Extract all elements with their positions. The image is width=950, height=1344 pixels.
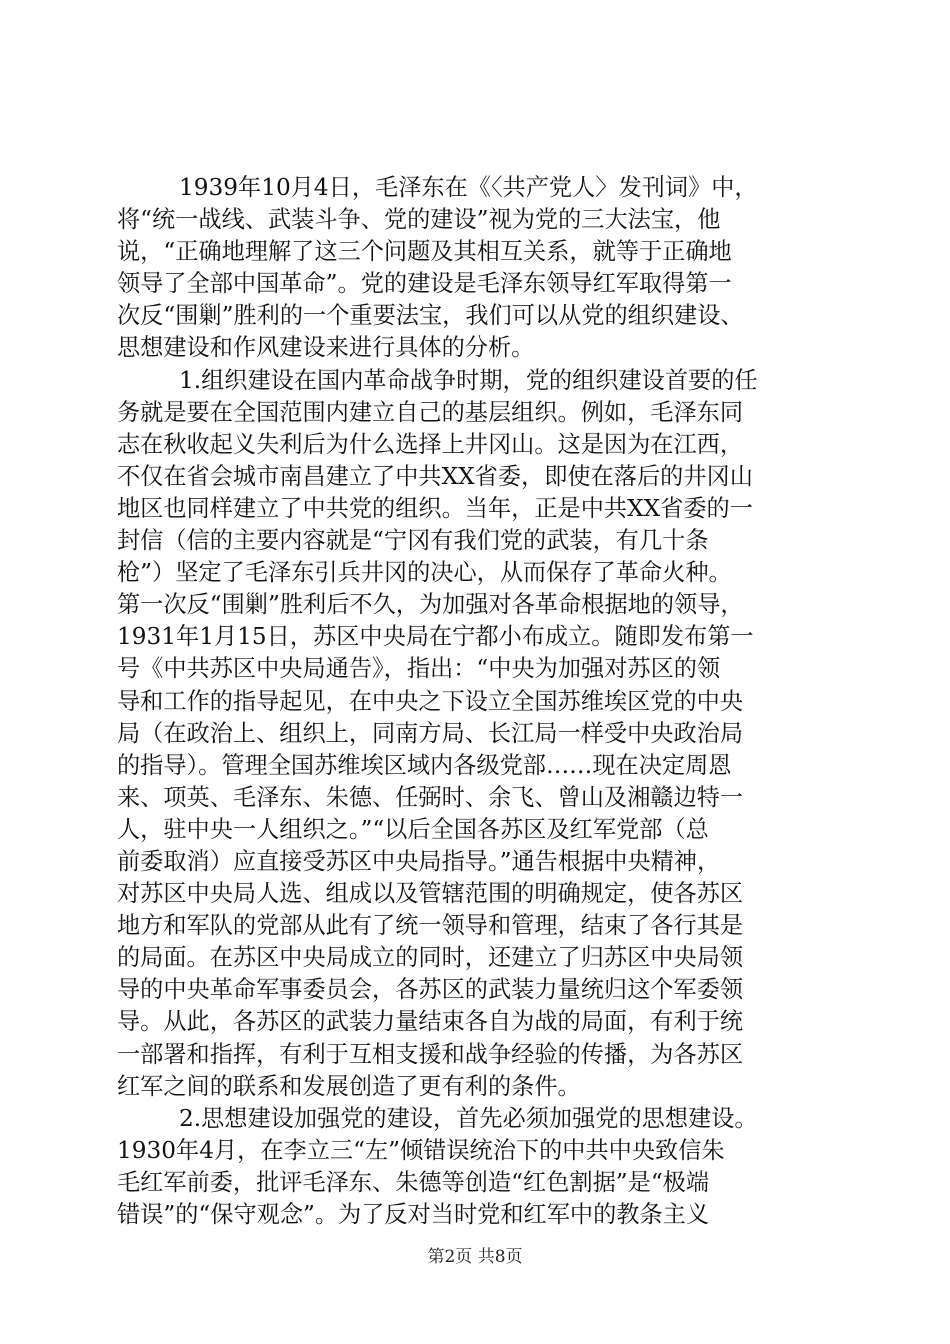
text-line: 导和工作的指导起见，在中央之下设立全国苏维埃区党的中央 — [117, 687, 744, 715]
text-line: 的指导）。管理全国苏维埃区域内各级党部……现在决定周恩 — [117, 751, 732, 779]
text-line: 号《中共苏区中央局通告》，指出：“中央为加强对苏区的领 — [117, 655, 721, 683]
text-line: 导的中央革命军事委员会，各苏区的武装力量统归这个军委领 — [117, 976, 744, 1004]
text-line: 红军之间的联系和发展创造了更有利的条件。 — [117, 1072, 581, 1100]
text-line: 第一次反“围剿”胜利后不久，为加强对各革命根据地的领导， — [117, 591, 744, 619]
text-line: 1931年1月15日，苏区中央局在宁都小布成立。随即发布第一 — [117, 623, 754, 651]
text-line: 枪”）坚定了毛泽东引兵井冈的决心，从而保存了革命火种。 — [117, 559, 732, 587]
text-line: 来、项英、毛泽东、朱德、任弼时、余飞、曾山及湘赣边特一 — [117, 783, 744, 811]
text-line: 2.思想建设加强党的建设，首先必须加强党的思想建设。 — [179, 1104, 758, 1132]
text-line: 对苏区中央局人选、组成以及管辖范围的明确规定，使各苏区 — [117, 880, 744, 908]
text-line: 人，驻中央一人组织之。”“以后全国各苏区及红军党部（总 — [117, 815, 709, 843]
text-line: 毛红军前委，批评毛泽东、朱德等创造“红色割据”是“极端 — [117, 1168, 710, 1196]
text-line: 志在秋收起义失利后为什么选择上井冈山。这是因为在江西， — [117, 430, 744, 458]
text-line: 1930年4月，在李立三“左”倾错误统治下的中共中央致信朱 — [117, 1136, 725, 1164]
text-line: 地区也同样建立了中共党的组织。当年，正是中共XX省委的一 — [117, 494, 753, 522]
text-line: 的局面。在苏区中央局成立的同时，还建立了归苏区中央局领 — [117, 944, 744, 972]
text-line: 思想建设和作风建设来进行具体的分析。 — [117, 334, 535, 362]
document-body — [117, 172, 837, 1231]
text-line: 务就是要在全国范围内建立自己的基层组织。例如，毛泽东同 — [117, 398, 744, 426]
text-line: 错误”的“保守观念”。为了反对当时党和红军中的教条主义 — [117, 1201, 710, 1228]
text-line: 1.组织建设在国内革命战争时期，党的组织建设首要的任 — [179, 366, 758, 394]
text-line: 导。从此，各苏区的武装力量结束各自为战的局面，有利于统 — [117, 1008, 744, 1036]
text-line: 说，“正确地理解了这三个问题及其相互关系，就等于正确地 — [117, 238, 732, 266]
text-line: 地方和军队的党部从此有了统一领导和管理，结束了各行其是 — [117, 912, 744, 940]
text-line: 封信（信的主要内容就是“宁冈有我们党的武装，有几十条 — [117, 527, 709, 555]
page-number-footer: 第2页 共8页 — [427, 1247, 523, 1267]
text-line: 领导了全部中国革命”。党的建设是毛泽东领导红军取得第一 — [117, 270, 732, 298]
text-line: 1939年10月4日，毛泽东在《〈共产党人〉发刊词》中， — [179, 174, 758, 201]
text-line: 次反“围剿”胜利的一个重要法宝，我们可以从党的组织建设、 — [117, 302, 744, 330]
text-line: 一部署和指挥，有利于互相支援和战争经验的传播，为各苏区 — [117, 1040, 744, 1068]
text-line: 不仅在省会城市南昌建立了中共XX省委，即使在落后的井冈山 — [117, 462, 753, 490]
text-line: 前委取消）应直接受苏区中央局指导。”通告根据中央精神， — [117, 847, 721, 875]
text-line: 局（在政治上、组织上，同南方局、长江局一样受中央政治局 — [117, 719, 744, 747]
text-line: 将“统一战线、武装斗争、党的建设”视为党的三大法宝，他 — [117, 206, 721, 234]
